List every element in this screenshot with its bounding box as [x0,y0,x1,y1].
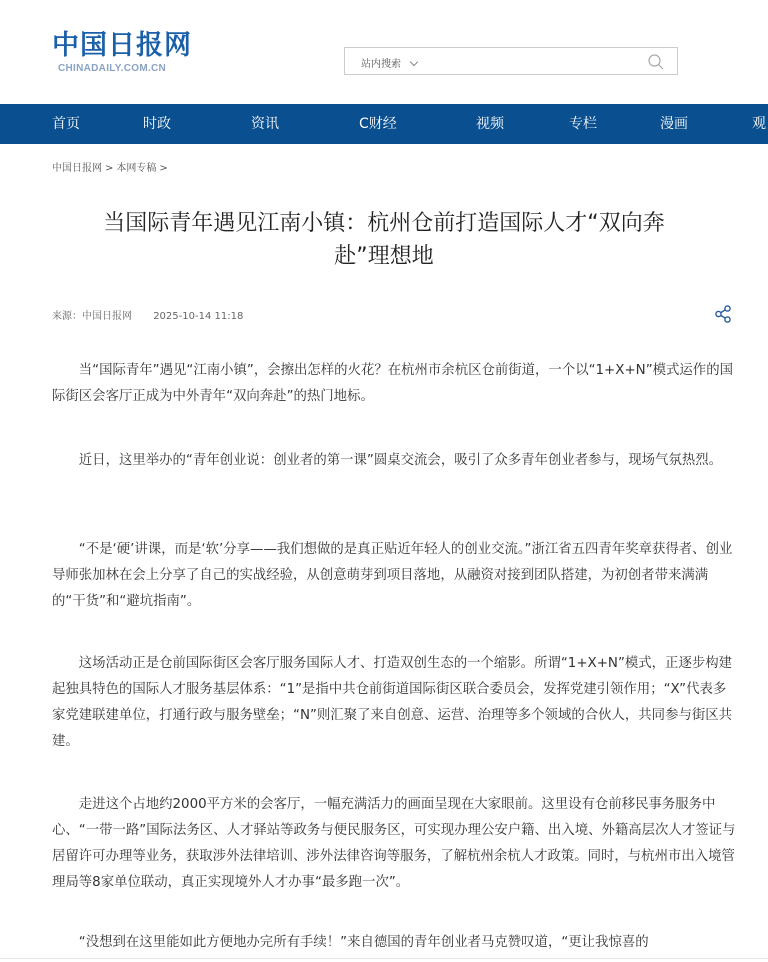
search-input[interactable] [435,51,639,73]
breadcrumb-link-section[interactable]: 本网专稿 [116,163,157,174]
article-paragraph: 这场活动正是仓前国际街区会客厅服务国际人才、打造双创生态的一个缩影。所谓“1+X+N”模式，正逐步构建起独具特色的国际人才服务基层体系：“1”是指中共仓前街道国际街区联合委员会，发挥党建引领作用；“X”代表多家党建联建单位，打通行政与服务壁垒；“N”则汇聚了来自创意、运营、治理等多个领域的合伙人，共同参与街区共建。 [52,656,733,749]
article-meta [52,307,243,322]
search-scope-select[interactable]: 站内搜索 [361,59,401,70]
article-timestamp: 2025-10-14 11:18 [153,311,244,322]
article-paragraph: “没想到在这里能如此方便地办完所有手续！”来自德国的青年创业者马克赞叹道，“更让我惊喜的 [78,935,649,950]
site-search-box [344,47,678,75]
breadcrumb-separator: > [159,163,168,174]
main-nav [0,104,768,144]
bottom-divider [0,958,768,959]
nav-item-video[interactable]: 视频 [476,116,504,132]
article-title [60,207,708,273]
breadcrumb [52,159,171,174]
logo-english-text: CHINADAILY.COM.CN [58,63,167,74]
nav-item-column[interactable]: 专栏 [569,116,597,132]
article-source: 来源：中国日报网 [52,311,132,322]
nav-item-politics[interactable]: 时政 [143,116,171,132]
article-paragraph: 走进这个占地约2000平方米的会客厅，一幅充满活力的画面呈现在大家眼前。这里设有仓前移民事务服务中心、“一带一路”国际法务区、人才驿站等政务与便民服务区，可实现办理公安户籍、出入境、外籍高层次人才签证与居留许可办理等业务，获取涉外法律培训、涉外法律咨询等服务，了解杭州余杭人才政策。同时，与杭州市出入境管理局等8家单位联动，真正实现境外人才办事“最多跑一次”。 [52,797,736,890]
article-title-line-2: 赴”理想地 [334,244,434,269]
nav-item-finance[interactable]: C财经 [359,116,397,132]
logo-chinese-text: 中国日报网 [52,30,192,61]
nav-item-home[interactable]: 首页 [52,116,80,132]
nav-item-comics[interactable]: 漫画 [660,116,688,132]
chevron-down-icon[interactable] [410,58,418,66]
article-paragraph: 当“国际青年”遇见“江南小镇”，会擦出怎样的火花？在杭州市余杭区仓前街道，一个以“1+X+N”模式运作的国际街区会客厅正成为中外青年“双向奔赴”的热门地标。 [52,363,733,404]
nav-item-news[interactable]: 资讯 [251,116,279,132]
breadcrumb-link-home[interactable]: 中国日报网 [52,163,102,174]
share-icon[interactable] [713,304,733,324]
nav-item-opinion[interactable]: 观 [752,116,766,132]
article-paragraph: 近日，这里举办的“青年创业说：创业者的第一课”圆桌交流会，吸引了众多青年创业者参与，现场气氛热烈。 [78,453,723,468]
article-title-line-1: 当国际青年遇见江南小镇：杭州仓前打造国际人才“双向奔 [103,211,665,236]
breadcrumb-separator: > [105,163,114,174]
site-logo[interactable] [52,30,192,74]
article-paragraph: “不是‘硬’讲课，而是‘软’分享——我们想做的是真正贴近年轻人的创业交流。”浙江省五四青年奖章获得者、创业导师张加林在会上分享了自己的实战经验，从创意萌芽到项目落地，从融资对接到团队搭建，为初创者带来满满的“干货”和“避坑指南”。 [52,542,733,609]
search-icon[interactable] [647,53,665,71]
